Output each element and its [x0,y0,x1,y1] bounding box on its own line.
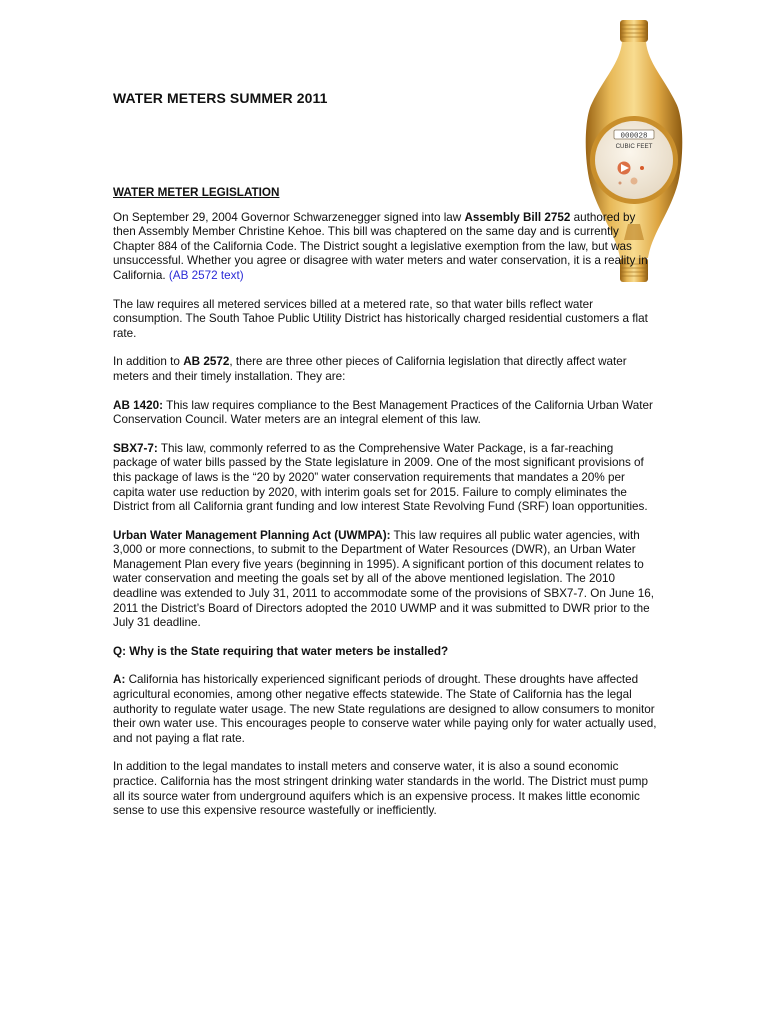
section-heading: WATER METER LEGISLATION [113,186,280,199]
sbx77-label: SBX7-7: [113,441,158,455]
ab1420-label: AB 1420: [113,398,164,412]
answer-label: A: [113,673,126,687]
question: Q: Why is the State requiring that water meters be installed? [113,644,449,658]
paragraph-metered-rate: The law requires all metered services billed at a metered rate, so that water bills reflect water consumption. The South Tahoe Public Utility District has historically charged residential customers a flat rate. [113,297,648,340]
odometer-digits: 000028 [620,132,648,141]
paragraph-other-legislation: In addition to AB 2572, there are three other pieces of California legislation that directly affect water meters and their timely installation. They are: [113,355,627,383]
paragraph-closing: In addition to the legal mandates to install meters and conserve water, it is also a sound economic practice. California has the most stringent drinking water standards in the world. The District must pump all its source water from underground aquifers which is an expensive process. It makes little economic sense to use this expensive resource wastefully or inefficiently. [113,760,649,818]
uwmpa-label: Urban Water Management Planning Act (UWMPA): [113,528,391,542]
paragraph-answer: A: California has historically experienced significant periods of drought. These droughts have affected agricultural economies, among other negative effects statewide. The State of California has the legal authority to regulate water usage. The new State regulations are designed to allow consumers to monitor their own water use. This encourages people to conserve water while paying only for water actually used, and not paying a flat rate. [113,673,657,745]
paragraph-ab2752: On September 29, 2004 Governor Schwarzenegger signed into law Assembly Bill 2752 authored by then Assembly Member Christine Kehoe. This bill was chaptered on the same day and is currently Chapter 884 of the California Code. The District sought a legislative exemption from the law, but was unsuccessful. Whether you agree or disagree with water meters and water conservation, it is a reality in California. (AB 2572 text) [113,210,648,282]
top-connector [620,20,648,42]
dial-units: CUBIC FEET [615,143,653,150]
document-title: WATER METERS SUMMER 2011 [113,90,328,106]
bill-name: Assembly Bill 2752 [464,210,571,224]
paragraph-uwmpa: Urban Water Management Planning Act (UWMPA): This law requires all public water agencies, with 3,000 or more connections, to submit to the Department of Water Resources (DWR), an Urban Water Management Plan every five years (beginning in 1995). A significant portion of this document relates to water conservation and meeting the goals set by all of the above mentioned legislation. The 2010 deadline was extended to July 31, 2011 to accommodate some of the provisions of SBX7-7. On June 16, 2011 the District’s Board of Directors adopted the 2010 UWMP and it was submitted to DWR prior to the July 31 deadline. [113,528,654,630]
paragraph-sbx77: SBX7-7: This law, commonly referred to as the Comprehensive Water Package, is a far-reaching package of water bills passed by the State legislature in 2009. One of the most significant provisions of this package of laws is the “20 by 2020” water conservation requirements that mandates a 20% per capita water use reduction by 2020, with interim goals set for 2015. Failure to comply eliminates the District from all California grant funding and low interest State Revolving Fund (SRF) loan opportunities. [113,441,648,514]
paragraph-ab1420: AB 1420: This law requires compliance to the Best Management Practices of the California Urban Water Conservation Council. Water meters are an integral element of this law. [113,398,653,427]
ab2572-text-link[interactable]: (AB 2572 text) [168,268,244,282]
document-body [113,186,658,819]
